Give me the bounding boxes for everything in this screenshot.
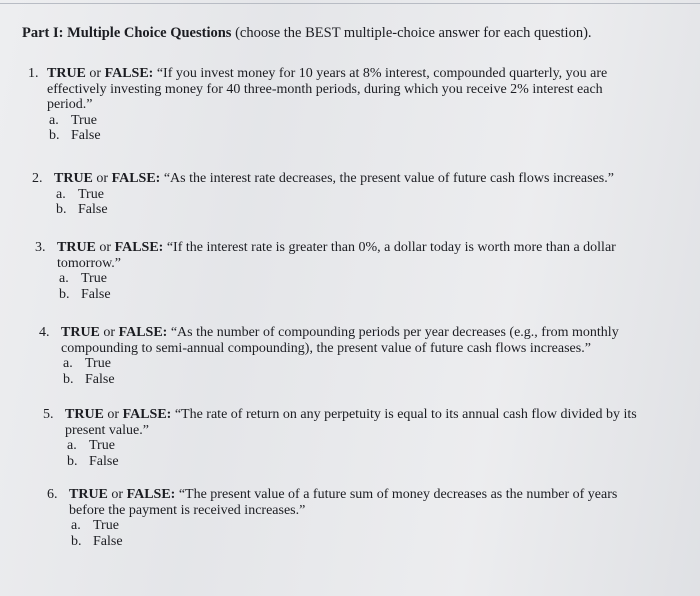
answer-option-a[interactable]: a. True <box>63 356 111 371</box>
question-number: 6. <box>47 487 58 502</box>
question-stem-line: TRUE or FALSE: “As the number of compounding periods per year decreases (e.g., from monthly <box>61 325 619 340</box>
section-header <box>22 25 592 42</box>
question-stem-line: tomorrow.” <box>57 255 122 271</box>
question-stem-line: effectively investing money for 40 three-month periods, during which you receive 2% interest each <box>47 81 603 97</box>
question-stem-line: TRUE or FALSE: “The present value of a future sum of money decreases as the number of years <box>69 487 618 502</box>
answer-option-b[interactable]: b. False <box>67 453 119 469</box>
section-title: Part I: Multiple Choice Questions <box>22 25 232 41</box>
top-divider <box>0 3 700 4</box>
question-stem-line: present value.” <box>65 422 149 438</box>
question-number: 1. <box>28 66 39 81</box>
question-2 <box>32 171 614 218</box>
question-number: 3. <box>35 240 46 255</box>
answer-option-a[interactable]: a. True <box>49 112 97 128</box>
question-stem-line: TRUE or FALSE: “If you invest money for 10 years at 8% interest, compounded quarterly, you are <box>47 66 608 81</box>
answer-option-a[interactable]: a. True <box>59 271 107 286</box>
answer-option-b[interactable]: b. False <box>59 286 111 302</box>
question-number: 2. <box>32 171 43 186</box>
answer-option-b[interactable]: b. False <box>56 202 108 217</box>
question-stem-line: compounding to semi-annual compounding), the present value of future cash flows increases.” <box>61 340 591 356</box>
answer-option-b[interactable]: b. False <box>63 371 115 387</box>
answer-option-a[interactable]: a. True <box>67 438 115 453</box>
section-instructions: (choose the BEST multiple-choice answer for each question). <box>235 25 592 41</box>
question-3 <box>35 240 616 302</box>
question-1 <box>28 66 607 144</box>
answer-option-a[interactable]: a. True <box>56 186 104 202</box>
question-number: 4. <box>39 325 50 340</box>
answer-option-b[interactable]: b. False <box>71 533 123 549</box>
question-stem-line: TRUE or FALSE: “If the interest rate is greater than 0%, a dollar today is worth more than a dollar <box>57 240 616 255</box>
question-5 <box>43 407 637 469</box>
question-4 <box>39 325 619 387</box>
question-stem-line: period.” <box>47 97 93 112</box>
answer-option-a[interactable]: a. True <box>71 518 119 533</box>
answer-option-b[interactable]: b. False <box>49 128 101 143</box>
question-stem-line: before the payment is received increases.” <box>69 502 306 518</box>
question-6 <box>47 487 617 549</box>
question-stem-line: TRUE or FALSE: “As the interest rate decreases, the present value of future cash flows increases.” <box>54 171 614 186</box>
question-stem-line: TRUE or FALSE: “The rate of return on any perpetuity is equal to its annual cash flow divided by its <box>65 407 637 422</box>
question-number: 5. <box>43 407 54 422</box>
